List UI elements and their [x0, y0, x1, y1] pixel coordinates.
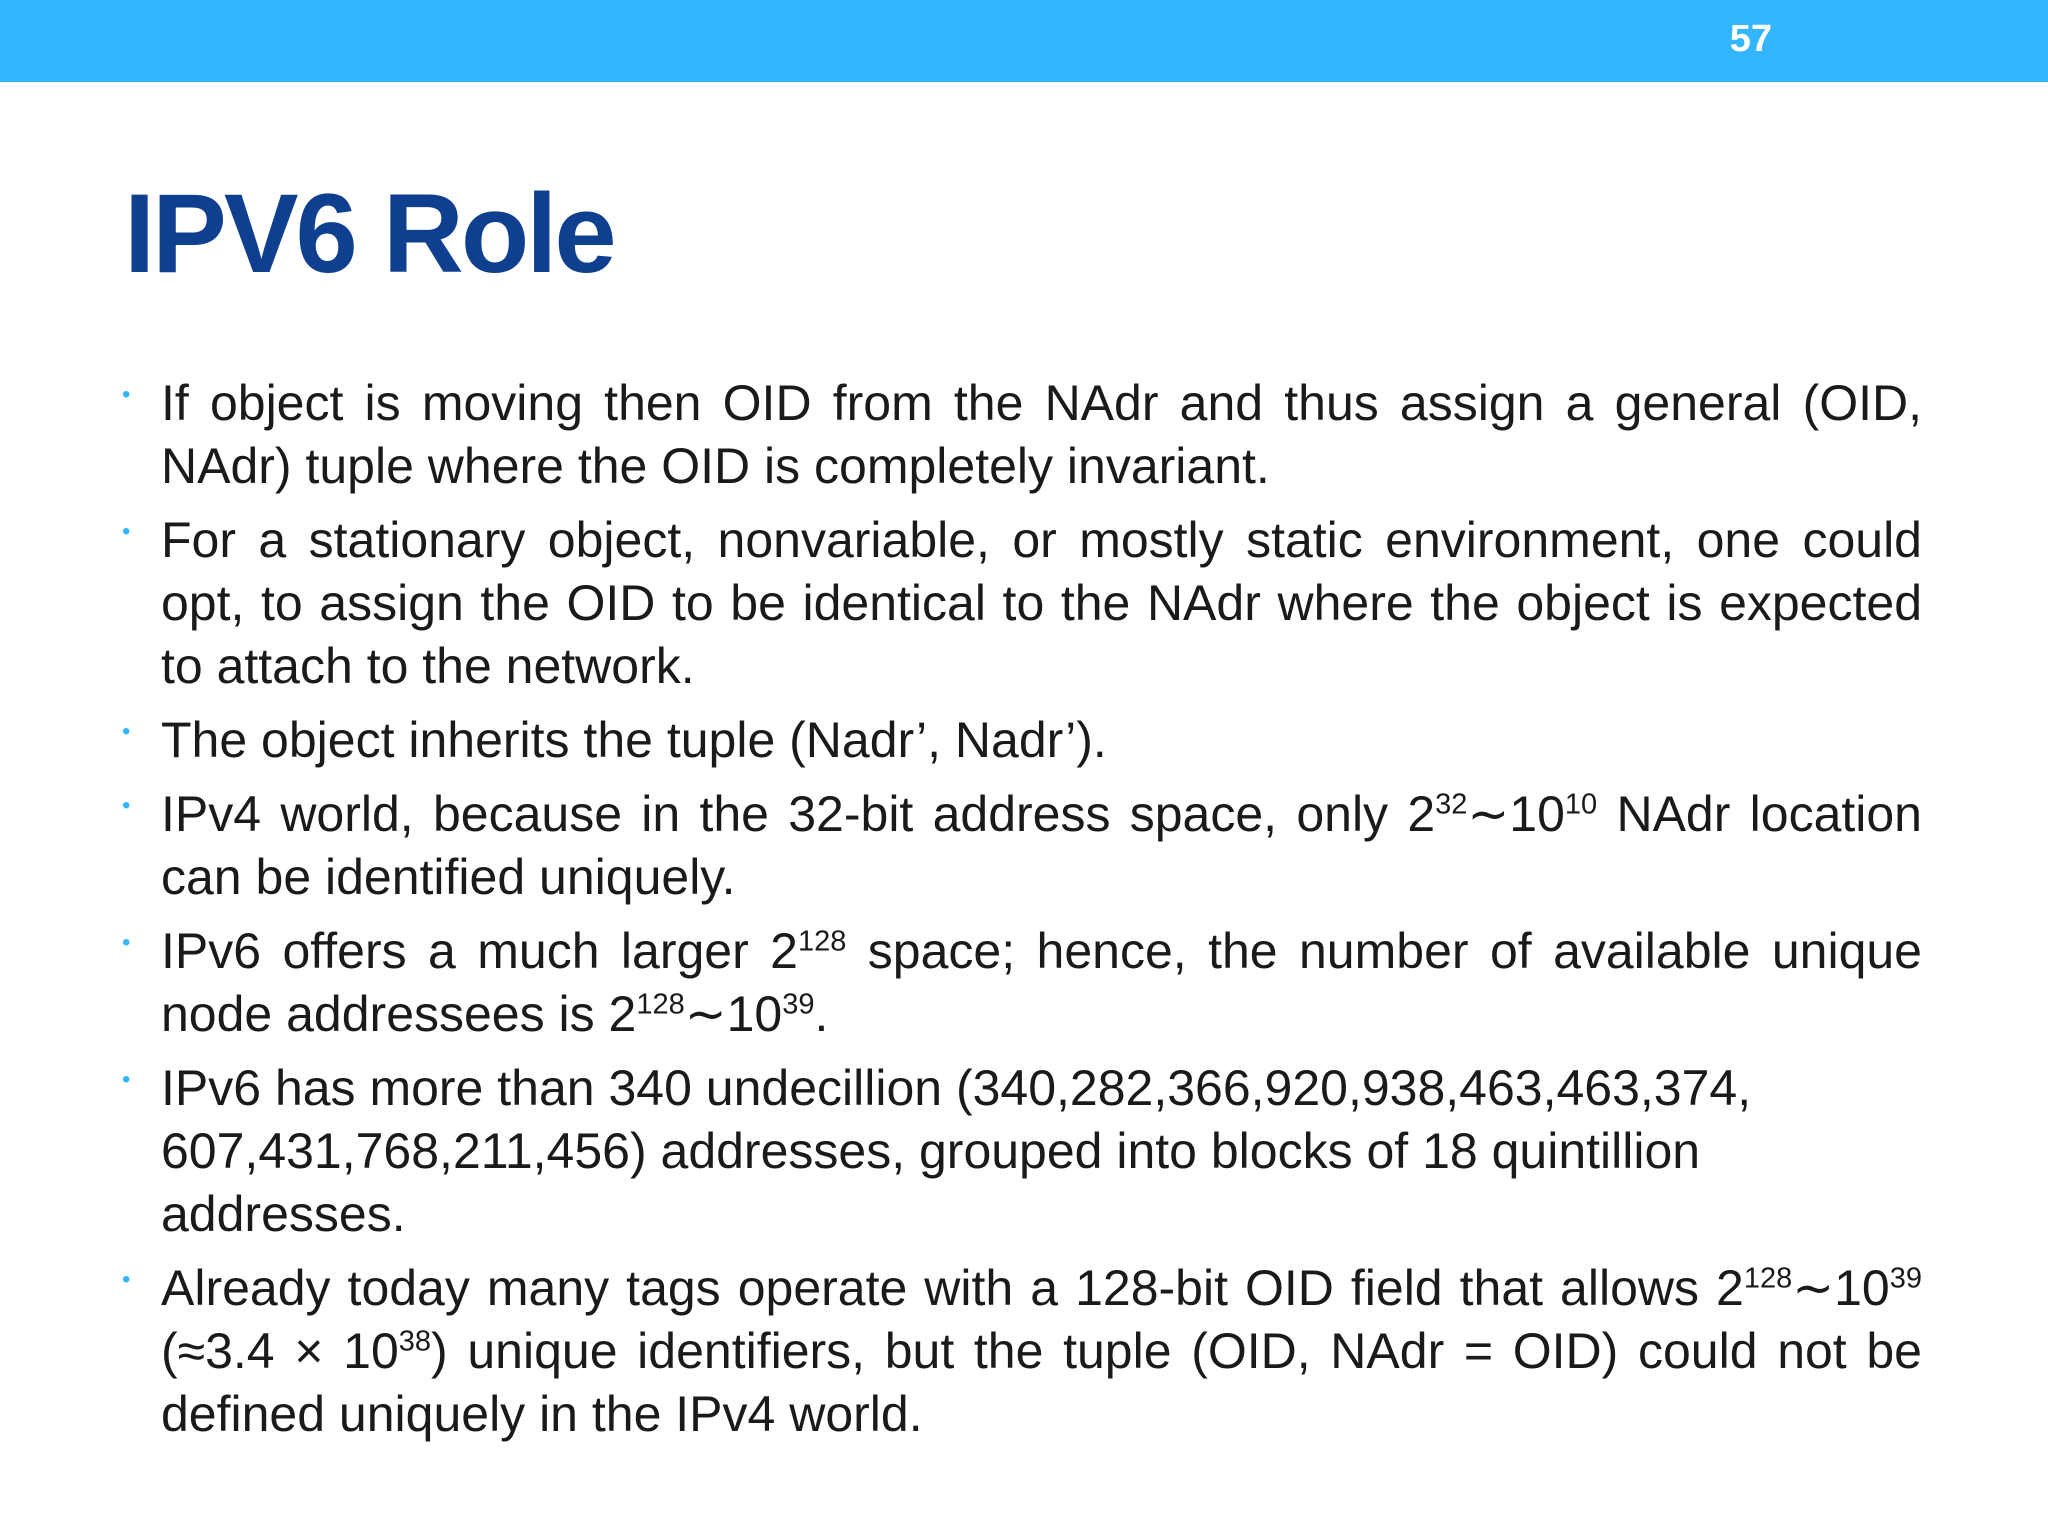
top-bar	[0, 0, 2048, 82]
bullet-dot-icon: •	[122, 1066, 131, 1093]
bullet-text: IPv4 world, because in the 32-bit address space, only $2^{32}\sim 10^{10}$ NAdr location can be identified uniquely.	[161, 786, 1922, 905]
bullet-dot-icon: •	[122, 1266, 131, 1293]
bullet-dot-icon: •	[122, 792, 131, 819]
bullet-item	[122, 783, 1922, 909]
bullet-text: The object inherits the tuple (Nadr’, Nadr’).	[161, 712, 1107, 768]
bullet-item	[122, 1257, 1922, 1446]
slide-number: 57	[1729, 18, 1772, 60]
bullet-dot-icon: •	[122, 381, 131, 408]
bullet-dot-icon: •	[122, 718, 131, 745]
bullet-text: For a stationary object, nonvariable, or mostly static environment, one could opt, to assign the OID to be identical to the NAdr where the object is expected to attach to the network.	[161, 512, 1922, 694]
bullet-dot-icon: •	[122, 518, 131, 545]
bullet-item	[122, 509, 1922, 698]
bullet-list	[122, 372, 1922, 1457]
bullet-text: If object is moving then OID from the NAdr and thus assign a general (OID, NAdr) tuple where the OID is completely invariant.	[161, 375, 1922, 494]
bullet-item	[122, 372, 1922, 498]
bullet-item	[122, 1057, 1922, 1246]
slide-title: IPV6 Role	[124, 171, 614, 296]
bullet-item	[122, 709, 1922, 772]
bullet-text: IPv6 has more than 340 undecillion (340,282,366,920,938,463,463,374, 607,431,768,211,456) addresses, grouped into blocks of 18 quintillion addresses.	[161, 1060, 1752, 1242]
bullet-dot-icon: •	[122, 929, 131, 956]
bullet-text: Already today many tags operate with a 128-bit OID field that allows $2^{128}\sim 10^{39}$ $(\approx 3.4 \times 10^{38})$ unique identifiers, but the tuple (OID, NAdr = OID) could not be defined uniquely in the IPv4 world.	[161, 1260, 1922, 1442]
bullet-item	[122, 920, 1922, 1046]
bullet-text: IPv6 offers a much larger $2^{128}$ space; hence, the number of available unique node addressees is $2^{128}\sim 10^{39}$.	[161, 923, 1922, 1042]
